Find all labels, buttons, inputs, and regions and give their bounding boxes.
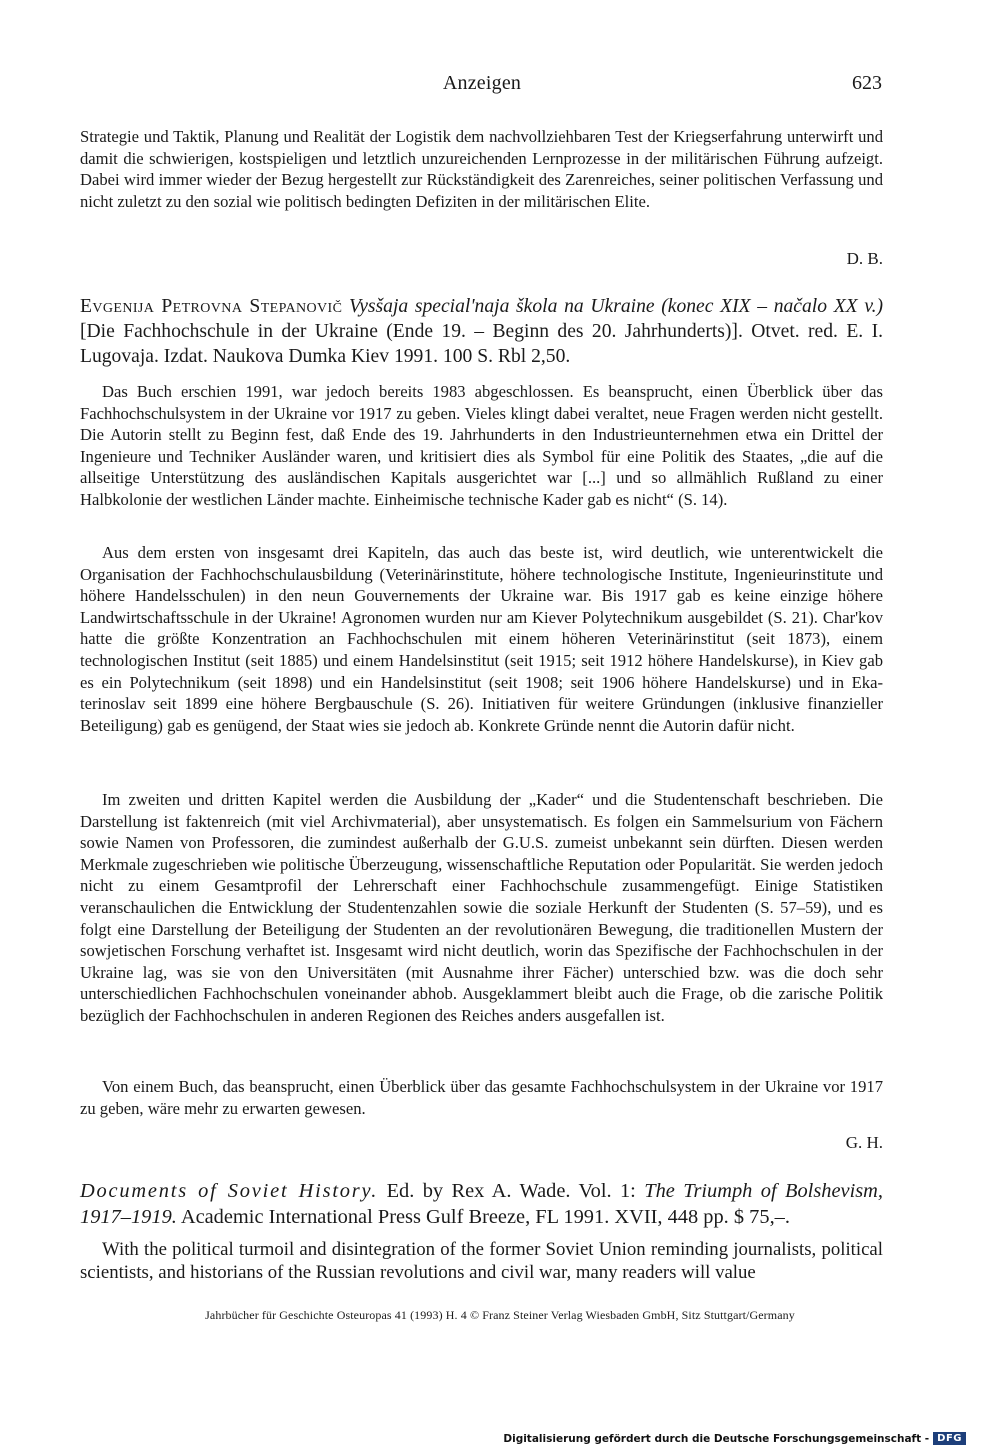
review3-editor: Ed. by Rex A. Wade. Vol. 1: [386,1180,636,1202]
review3-title: Documents of Soviet History. [80,1180,379,1202]
review2-paragraph-2: Aus dem ersten von insgesamt drei Kapiteln, das auch das beste ist, wird deutlich, wie unterentwickelt die Organisation der Fachhochschulausbildung (Veterinärinstitute, höhere technologische Institute, Ingenieurinstitute und höhere Handelsschulen) in den neun Gouvernements der Ukraine war. Bis 1917 gab es keine einzige höhere Landwirtschaftsschule in der Ukraine! Agronomen wurden nur am Kiever Polytechnikum ausgebildet (S. 21). Char'kov hatte die größte Konzentration an Fachhochschulen mit einem höheren Veterinärinstitut (seit 1873), einem technologischen Institut (seit 1885) und einem Handelsinstitut (seit 1915; seit 1912 höhere Handelskurse), in Kiev gab es ein Polytechnikum (seit 1898) und ein Handelsinstitut (seit 1908; seit 1906 höhere Handelskurse) und in Ekaterinoslav seit 1899 eine höhere Bergbauschule (S. 26). Initiativen für weitere Gründungen (inklusive finanzieller Beteiligung) gab es genügend, der Staat wies sie jedoch ab. Konkrete Gründe nennt die Autorin dafür nicht. [80,543,883,735]
page-title: Anzeigen [442,72,522,94]
page-number: 623 [852,72,882,94]
review2-paragraph-3: Im zweiten und dritten Kapitel werden die Ausbildung der „Kader“ und die Studentenschaft beschrieben. Die Darstellung ist faktenreich (mit viel Archivmaterial), aber unsystematisch. Es folgen ein Sammelsurium von Fächern sowie Namen von Professoren, die zumindest außerhalb der G.U.S. zumeist unbekannt sein dürften. Diesen werden Merkmale zugeschrieben wie politische Überzeugung, wissenschaftliche Reputation oder Popularität. Sie werden jedoch nicht zu einem Gesamtprofil der Lehrerschaft einer Fachhochschule zusammengefügt. Einige Statistiken veranschaulichen die Entwicklung der Studentenzahlen sowie die soziale Herkunft der Studenten (S. 57–59), und es folgt eine Darstellung der Beteiligung der Studenten an der revolutionären Bewegung, die traditionellen Mustern der sowjetischen Forschung verhaftet ist. Insgesamt wird nicht deutlich, worin das Spezifische der Fachhochschulen in der Ukraine lag, was sie von den Universitäten (mit Ausnahme ihrer Fächer) unterschied bzw. was die doch sehr unterschiedlichen Fachhochschulen voneinander abhob. Ausgeklammert bleibt auch die Frage, ob die zarische Politik bezüglich der Fachhochschulen in anderen Regionen des Reiches anders ausgefallen ist. [80,790,883,1025]
digitization-note [503,1432,966,1445]
review3-paragraph: With the political turmoil and disintegration of the former Soviet Union reminding journalists, political scientists, and historians of the Russian revolutions and civil war, many readers will value [80,1239,883,1283]
review2-author: Evgenija Petrovna Stepanovič [80,296,343,317]
review1-initials: D. B. [846,249,883,268]
review3-publisher: Academic International Press Gulf Breeze, FL 1991. XVII, 448 pp. $ 75,–. [180,1206,790,1228]
review2-citation-details: [Die Fachhochschule in der Ukraine (Ende 19. – Beginn des 20. Jahrhunderts)]. Otvet. red. E. I. Lugovaja. Izdat. Naukova Dumka Kiev 1991. 100 S. Rbl 2,50. [80,321,883,367]
review3-citation [80,1178,883,1230]
digitization-text: Digitalisierung gefördert durch die Deutsche Forschungsgemeinschaft - [503,1432,930,1445]
review2-paragraph-1: Das Buch erschien 1991, war jedoch bereits 1983 abgeschlossen. Es beansprucht, einen Überblick über das Fachhochschulsystem in der Ukraine vor 1917 zu geben. Vieles klingt dabei veraltet, neue Fragen werden nicht gestellt. Die Autorin stellt zu Beginn fest, daß Ende des 19. Jahrhunderts in den Industrieunternehmen etwa ein Drittel der Ingenieure und Techniker Ausländer waren, und kritisiert dies als Symbol für eine Politik des Staates, „die auf die allseitige Unterstützung des ausländischen Kapitals ausgerichtet war [...] und so allmählich Rußland zu einer Halbkolonie der westlichen Länder machte. Einheimische technische Kader gab es nicht“ (S. 14). [80,382,883,509]
review1-continuation: Strategie und Taktik, Planung und Realität der Logistik dem nachvollziehbaren Test der Kriegserfahrung unterwirft und damit die schwierigen, kostspieligen und letztlich unzureichenden Lernprozesse in der militärischen Führung aufzeigt. Dabei wird immer wieder der Bezug hergestellt zur Rückständigkeit des Zarenreiches, seiner politischen Verfassung und nicht zuletzt zu den sozial wie politisch bedingten Defiziten in der militärischen Elite. [80,127,883,211]
review3-subtitle: The Triumph of Bolshevism, 1917–1919. [80,1180,883,1228]
review2-original-title: Vysšaja special'naja škola na Ukraine (konec XIX – načalo XX v.) [349,296,883,317]
dfg-logo-icon: DFG [933,1432,966,1445]
review2-paragraph-4: Von einem Buch, das beansprucht, einen Überblick über das gesamte Fachhochschulsystem in der Ukraine vor 1917 zu geben, wäre mehr zu erwarten gewesen. [80,1077,883,1118]
review2-initials: G. H. [845,1133,883,1152]
review2-citation [80,294,883,369]
journal-footer: Jahrbücher für Geschichte Osteuropas 41 (1993) H. 4 © Franz Steiner Verlag Wiesbaden GmbH, Sitz Stuttgart/Germany [205,1308,795,1322]
running-head [80,72,884,102]
